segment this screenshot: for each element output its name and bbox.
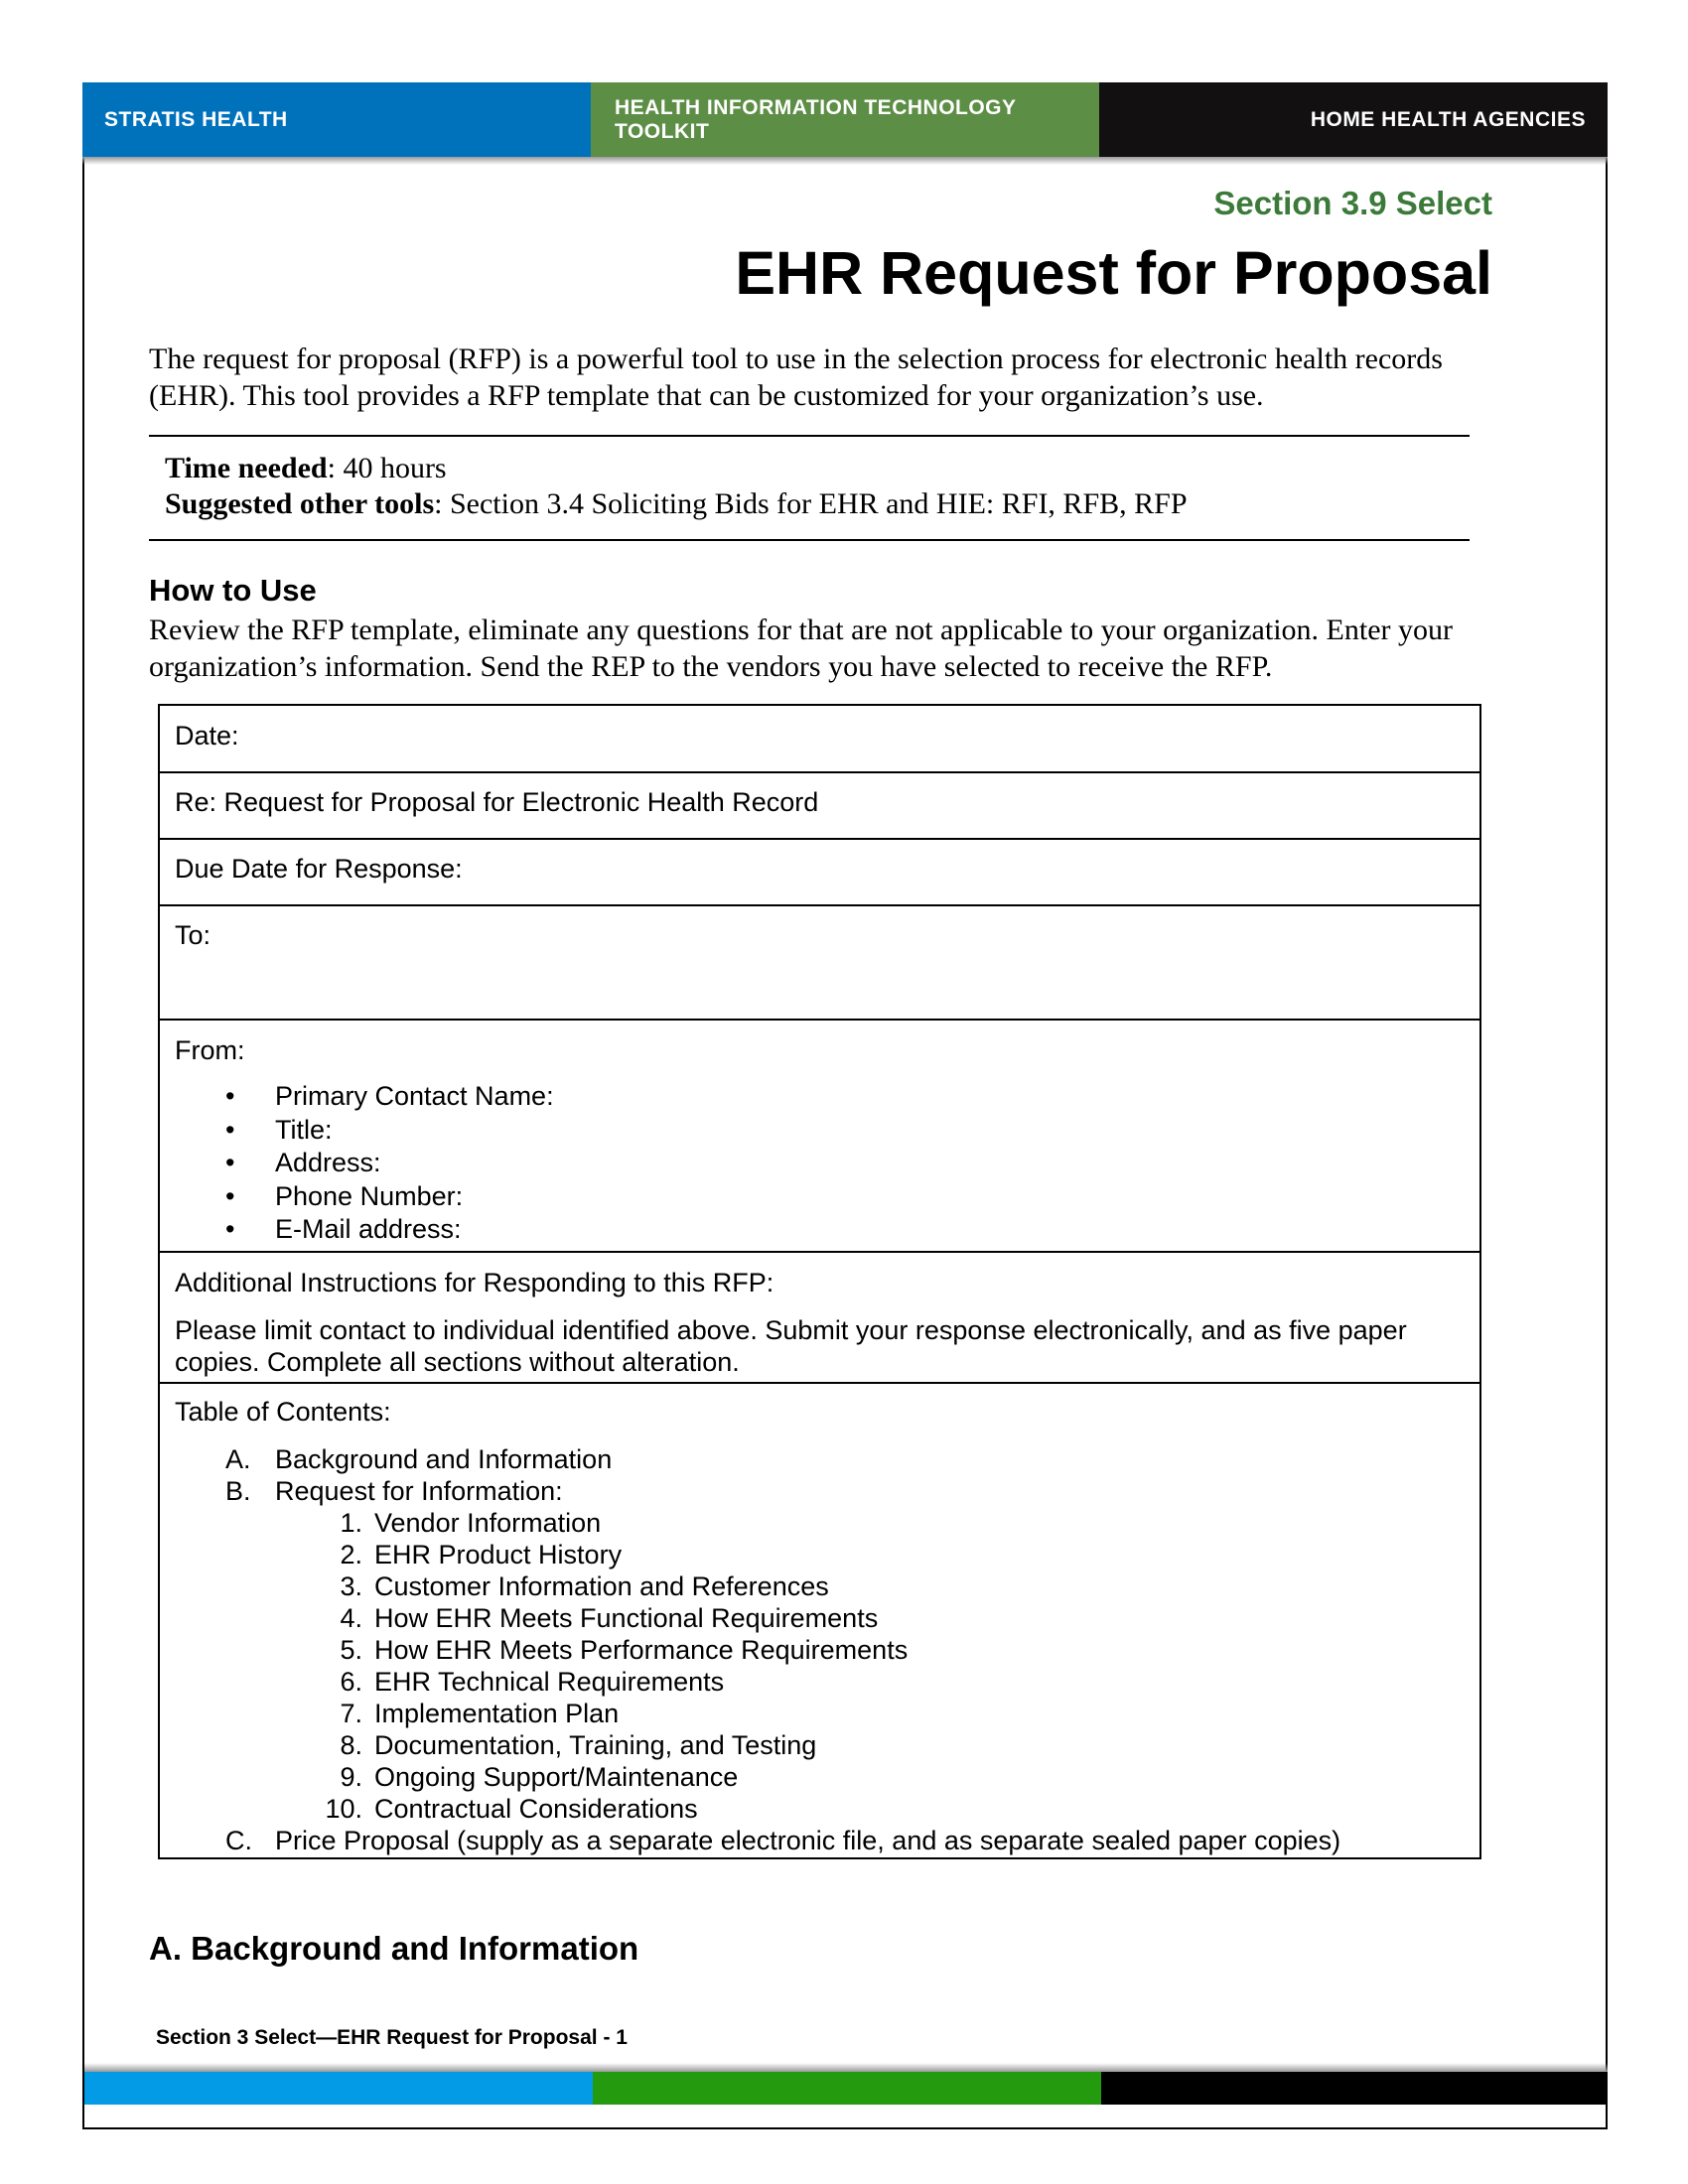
time-needed: [165, 451, 1188, 486]
time-block: [165, 451, 1188, 522]
toc-subitem: [225, 1634, 1340, 1666]
toc-label: Vendor Information: [374, 1508, 602, 1538]
toc-subitem: [225, 1570, 1340, 1602]
toc-marker: 6.: [340, 1667, 362, 1697]
toc-marker: 4.: [340, 1603, 362, 1633]
toc-label: How EHR Meets Performance Requirements: [374, 1635, 909, 1665]
toc-subitem: [225, 1602, 1340, 1634]
toc-subitem: [225, 1666, 1340, 1698]
toc-marker: 8.: [340, 1730, 362, 1760]
time-needed-label: Time needed: [165, 452, 328, 484]
list-item: • Title:: [225, 1114, 554, 1148]
instructions-heading: Additional Instructions for Responding to this RFP:: [175, 1268, 774, 1297]
header-bar: [82, 82, 1608, 157]
row-instructions: [160, 1251, 1479, 1382]
re-label: Re: Request for Proposal for Electronic Health Record: [175, 787, 819, 817]
background-heading: A. Background and Information: [149, 1930, 639, 1967]
intro-paragraph: The request for proposal (RFP) is a powerful tool to use in the selection process for electronic health records (EHR). This tool provides a RFP template that can be customized for your organization’s use.: [149, 342, 1443, 412]
list-item: • Address:: [225, 1147, 554, 1180]
due-date-label: Due Date for Response:: [175, 854, 463, 884]
toc-item-c: [225, 1825, 1340, 1856]
footer-bar-blue: [84, 2072, 593, 2105]
divider-bottom: [149, 539, 1470, 541]
toc-marker: 9.: [340, 1762, 362, 1792]
page-title: EHR Request for Proposal: [735, 239, 1492, 307]
toc-heading: Table of Contents:: [175, 1397, 391, 1427]
toc-marker: 2.: [340, 1540, 362, 1570]
toc-marker: C.: [225, 1826, 252, 1855]
toc-subitem: [225, 1761, 1340, 1793]
header-shadow: [82, 157, 1608, 165]
toc-label: Price Proposal (supply as a separate electronic file, and as separate sealed paper copies): [275, 1826, 1341, 1855]
list-item: • E-Mail address:: [225, 1213, 554, 1247]
toc-label: Request for Information:: [275, 1476, 563, 1506]
other-tools: [165, 486, 1188, 522]
toc-item-b: [225, 1475, 1340, 1507]
toc-list: [225, 1443, 1340, 1856]
toc-marker: 7.: [340, 1699, 362, 1728]
toc-marker: 10.: [325, 1794, 362, 1824]
date-label: Date:: [175, 721, 239, 751]
how-to-use-text: Review the RFP template, eliminate any questions for that are not applicable to your organization. Enter your organization’s information. Send the REP to the vendors you have selected to receive the RFP.: [149, 614, 1453, 683]
row-re: [160, 771, 1479, 838]
section-label: Section 3.9 Select: [1213, 185, 1492, 221]
instructions-text: Please limit contact to individual identified above. Submit your response electronically, and as five paper copies. Complete all sections without alteration.: [175, 1315, 1407, 1377]
from-label: From:: [175, 1035, 245, 1065]
footer-shadow: [84, 2063, 1608, 2072]
toc-marker: B.: [225, 1476, 251, 1506]
how-to-use-heading: How to Use: [149, 573, 317, 608]
toc-label: Customer Information and References: [374, 1571, 829, 1601]
toc-label: Contractual Considerations: [374, 1794, 698, 1824]
list-item: • Primary Contact Name:: [225, 1080, 554, 1114]
row-table-of-contents: [160, 1382, 1479, 1859]
header-toolkit-name: HEALTH INFORMATION TECHNOLOGY TOOLKIT: [591, 82, 1099, 157]
toc-label: EHR Technical Requirements: [374, 1667, 725, 1697]
row-date: [160, 706, 1479, 771]
page-footer-text: Section 3 Select—EHR Request for Proposal - 1: [156, 2026, 628, 2049]
to-label: To:: [175, 920, 211, 950]
toc-subitem: [225, 1507, 1340, 1539]
divider-top: [149, 435, 1470, 437]
toc-label: Background and Information: [275, 1444, 613, 1474]
rfp-template-table: [158, 704, 1481, 1859]
toc-subitem: [225, 1793, 1340, 1825]
toc-subitem: [225, 1698, 1340, 1729]
row-from: [160, 1019, 1479, 1251]
toc-marker: A.: [225, 1444, 251, 1474]
other-tools-label: Suggested other tools: [165, 487, 435, 520]
list-item: • Phone Number:: [225, 1180, 554, 1214]
row-due-date: [160, 838, 1479, 904]
toc-marker: 1.: [340, 1508, 362, 1538]
toc-subitem: [225, 1539, 1340, 1570]
toc-label: How EHR Meets Functional Requirements: [374, 1603, 879, 1633]
toc-subitem: [225, 1729, 1340, 1761]
time-needed-value: : 40 hours: [327, 452, 447, 484]
toc-marker: 5.: [340, 1635, 362, 1665]
toc-item-a: [225, 1443, 1340, 1475]
header-audience: HOME HEALTH AGENCIES: [1099, 82, 1608, 157]
toc-label: Documentation, Training, and Testing: [374, 1730, 817, 1760]
toc-marker: 3.: [340, 1571, 362, 1601]
footer-bar-black: [1101, 2072, 1608, 2105]
other-tools-value: : Section 3.4 Soliciting Bids for EHR and HIE: RFI, RFB, RFP: [434, 487, 1188, 520]
from-contact-list: [225, 1080, 554, 1247]
header-org-name: STRATIS HEALTH: [82, 82, 591, 157]
footer-bar: [84, 2072, 1608, 2105]
row-to: [160, 904, 1479, 1019]
toc-label: Ongoing Support/Maintenance: [374, 1762, 739, 1792]
footer-bar-green: [593, 2072, 1101, 2105]
toc-label: EHR Product History: [374, 1540, 623, 1570]
toc-label: Implementation Plan: [374, 1699, 620, 1728]
